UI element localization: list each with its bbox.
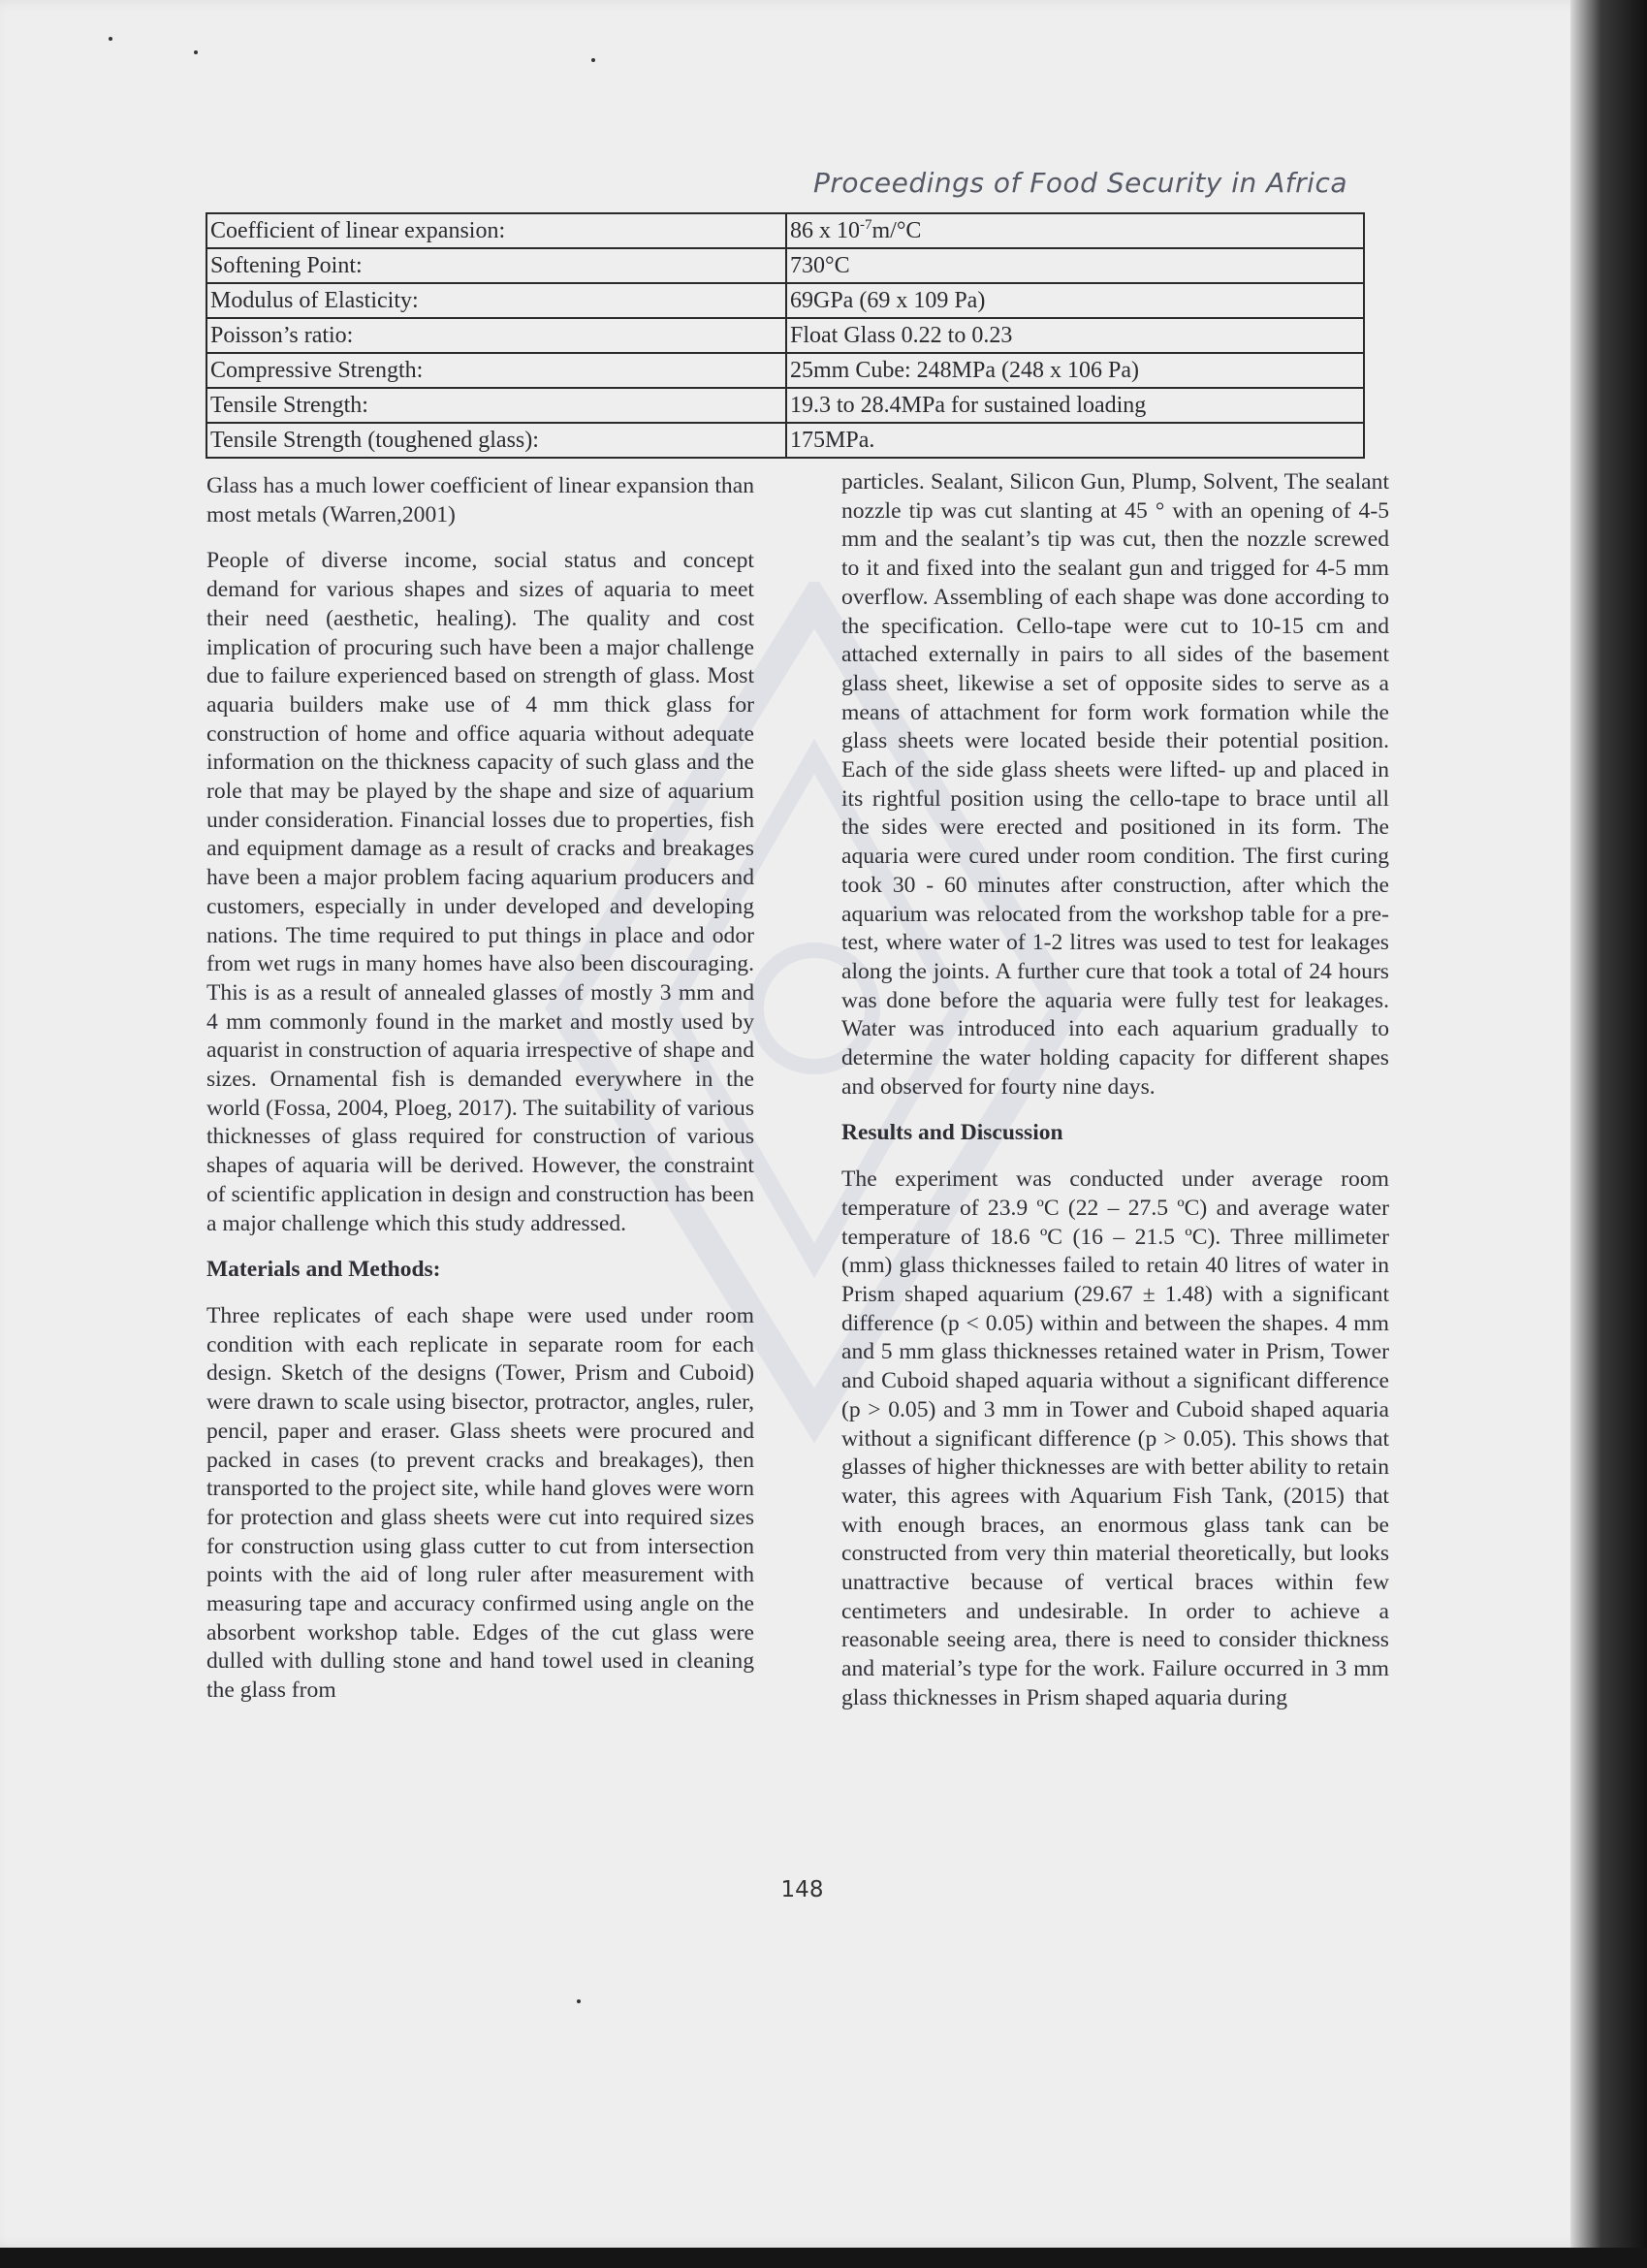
value-cell: 25mm Cube: 248MPa (248 x 106 Pa) (786, 353, 1364, 388)
dust-speck (194, 50, 198, 54)
paragraph: particles. Sealant, Silicon Gun, Plump, Solvent, The sealant nozzle tip was cut slanting at 45 ° with an opening of 4-5 mm and the sealant’s tip was cut, then the nozzle screwed to it and fixed into the sealant gun and trigged for 4-5 mm overflow. Assembling of each shape was done according to the specification. Cello-tape were cut to 10-15 cm and attached externally in pairs to all sides of the basement glass sheet, likewise a set of opposite sides to serve as a means of attachment for form work formation while the glass sheets were located beside their potential position. Each of the side glass sheets were lifted- up and placed in its rightful position using the cello-tape to brace until all the sides were erected and positioned in its form. The aquaria were cured under room condition. The first curing took 30 - 60 minutes after construction, after which the aquarium was relocated from the workshop table for a pre-test, where water of 1-2 litres was used to test for leakages along the joints. A further cure that took a total of 24 hours was done before the aquaria were fully test for leakages. Water was introduced into each aquarium gradually to determine the water holding capacity for different shapes and observed for fourty nine days. (841, 469, 1389, 1100)
value-cell: 69GPa (69 x 109 Pa) (786, 283, 1364, 318)
scan-bottom-edge (0, 2248, 1647, 2268)
property-cell: Poisson’s ratio: (206, 318, 786, 353)
table-row (206, 248, 1364, 283)
paragraph: Glass has a much lower coefficient of linear expansion than most metals (Warren,2001) (206, 473, 754, 527)
scan-edge-shadow (1570, 0, 1647, 2268)
section-heading-methods: Materials and Methods: (206, 1257, 441, 1283)
value-cell: 730°C (786, 248, 1364, 283)
table-row (206, 213, 1364, 248)
table-row (206, 318, 1364, 353)
property-cell: Tensile Strength: (206, 388, 786, 423)
property-cell: Softening Point: (206, 248, 786, 283)
page-number: 148 (780, 1877, 824, 1902)
dust-speck (109, 37, 112, 41)
property-cell: Compressive Strength: (206, 353, 786, 388)
property-cell: Tensile Strength (toughened glass): (206, 423, 786, 458)
table-row (206, 423, 1364, 458)
property-cell: Modulus of Elasticity: (206, 283, 786, 318)
property-cell: Coefficient of linear expansion: (206, 213, 786, 248)
left-column (206, 472, 754, 1723)
value-cell: 175MPa. (786, 423, 1364, 458)
glass-properties-table (206, 212, 1365, 459)
value-cell: 19.3 to 28.4MPa for sustained loading (786, 388, 1364, 423)
dust-speck (591, 58, 595, 62)
value-cell: 86 x $10^{-7}m/^\circ C$ (786, 213, 1364, 248)
right-column (841, 468, 1389, 1731)
paragraph: Three replicates of each shape were used under room condition with each replicate in separate room for each design. Sketch of the designs (Tower, Prism and Cuboid) were drawn to scale using bisector, protractor, angles, ruler, pencil, paper and eraser. Glass sheets were procured and packed in cases (to prevent cracks and breakages), then transported to the project site, while hand gloves were worn for protection and glass sheets were cut into required sizes for construction using glass cutter to cut from intersection points with the aid of long ruler after measurement with measuring tape and accuracy confirmed using angle on the absorbent workshop table. Edges of the cut glass were dulled with dulling stone and hand towel used in cleaning the glass from (206, 1302, 754, 1704)
section-heading-results: Results and Discussion (841, 1120, 1063, 1146)
table-row (206, 388, 1364, 423)
running-header: Proceedings of Food Security in Africa (812, 167, 1347, 199)
table-row (206, 353, 1364, 388)
paragraph: The experiment was conducted under average room temperature of 23.9 ºC (22 – 27.5 ºC) and average water temperature of 18.6 ºC (16 – 21.5 ºC). Three millimeter (mm) glass thicknesses failed to retain 40 litres of water in Prism shaped aquarium (29.67 ± 1.48) with a significant difference (p < 0.05) within and between the shapes. 4 mm and 5 mm glass thicknesses retained water in Prism, Tower and Cuboid shaped aquaria without a significant difference (p > 0.05) and 3 mm in Tower and Cuboid shaped aquaria without a significant difference (p > 0.05). This shows that glasses of higher thicknesses are with better ability to retain water, this agrees with Aquarium Fish Tank, (2015) that with enough braces, an enormous glass tank can be constructed from very thin material theoretically, but looks unattractive because of vertical braces within few centimeters and undesirable. In order to achieve a reasonable seeing area, there is need to consider thickness and material’s type for the work. Failure occurred in 3 mm glass thicknesses in Prism shaped aquaria during (841, 1166, 1389, 1710)
dust-speck (577, 1999, 581, 2003)
paragraph: People of diverse income, social status and concept demand for various shapes and sizes of aquaria to meet their need (aesthetic, healing). The quality and cost implication of procuring such have been a major challenge due to failure experienced based on strength of glass. Most aquaria builders make use of 4 mm thick glass for construction of home and office aquaria without adequate information on the thickness capacity of such glass and the role that may be played by the shape and size of aquarium under consideration. Financial losses due to properties, fish and equipment damage as a result of cracks and breakages have been a major problem facing aquarium producers and customers, especially in under developed and developing nations. The time required to put things in place and odor from wet rugs in many homes have also been discouraging. This is as a result of annealed glasses of mostly 3 mm and 4 mm commonly found in the market and mostly used by aquarist in construction of aquaria irrespective of shape and sizes. Ornamental fish is demanded everywhere in the world (Fossa, 2004, Ploeg, 2017). The suitability of various thicknesses of glass required for construction of various shapes of aquaria will be derived. However, the constraint of scientific application in design and construction has been a major challenge which this study addressed. (206, 548, 754, 1236)
table-row (206, 283, 1364, 318)
value-cell: Float Glass 0.22 to 0.23 (786, 318, 1364, 353)
